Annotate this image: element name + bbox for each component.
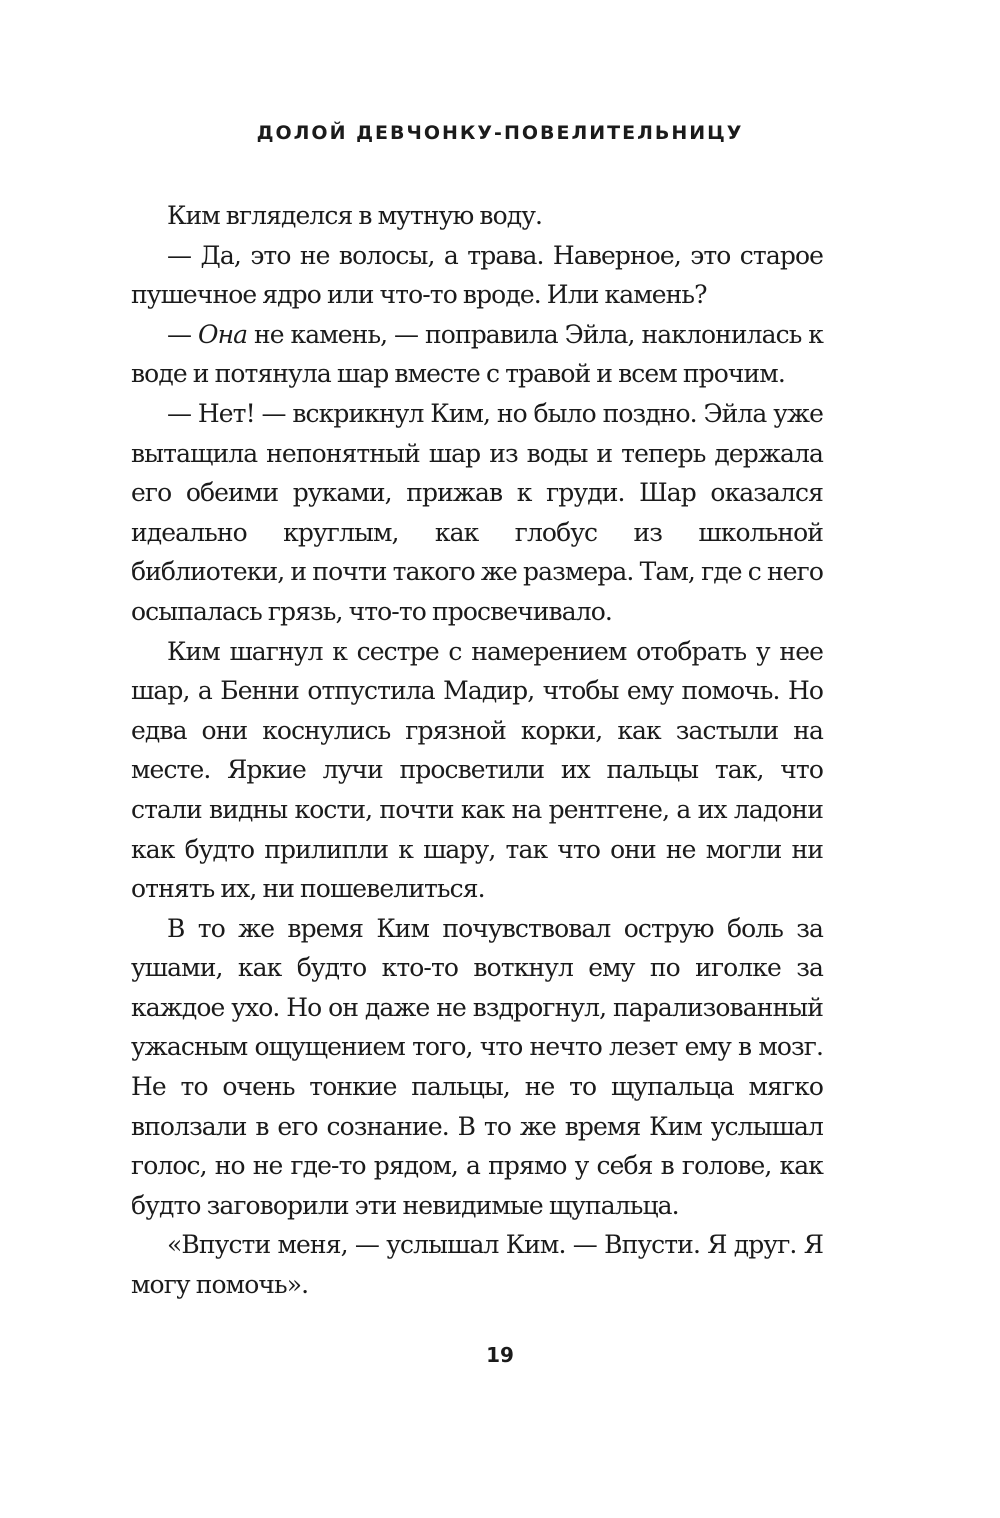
- paragraph: «Впусти меня, — услышал Ким. — Впусти. Я друг. Я могу помочь».: [131, 1230, 823, 1300]
- emphasized-word: Она: [197, 319, 248, 349]
- paragraph: В то же время Ким почувствовал острую боль за ушами, как будто кто-то воткнул ему по иголке за каждое ухо. Но он даже не вздрогнул, парализованный ужасным ощущением того, что нечто лезет ему в мозг. Не то очень тонкие пальцы, не то щупальца мягко вползали в его сознание. В то же время Ким услышал голос, но не где-то рядом, а прямо у себя в голове, как будто заговорили эти невидимые щупальца.: [131, 913, 823, 1220]
- paragraph: — Нет! — вскрикнул Ким, но было поздно. Эйла уже вытащила непонятный шар из воды и теперь держала его обеими руками, прижав к груди. Шар оказался идеально круглым, как глобус из школьной библиотеки, и почти такого же размера. Там, где с него осыпалась грязь, что-то просвечивало.: [131, 398, 823, 626]
- paragraph: [131, 315, 823, 394]
- page-number: 19: [486, 1343, 514, 1367]
- body-text: [131, 196, 823, 1305]
- paragraph: — Да, это не волосы, а трава. Наверное, это старое пушечное ядро или что-то вроде. Или камень?: [131, 240, 823, 310]
- paragraph: Ким вгляделся в мутную воду.: [167, 201, 543, 230]
- paragraph-lead: —: [167, 319, 198, 349]
- running-head: ДОЛОЙ ДЕВЧОНКУ-ПОВЕЛИТЕЛЬНИЦУ: [256, 122, 744, 144]
- paragraph: Ким шагнул к сестре с намерением отобрать у нее шар, а Бенни отпустила Мадир, чтобы ему помочь. Но едва они коснулись грязной корки, как застыли на месте. Яркие лучи просветили их пальцы так, что стали видны кости, почти как на рентгене, а их ладони как будто прилипли к шару, так что они не могли ни отнять их, ни пошевелиться.: [131, 636, 823, 904]
- paragraph-rest: не камень, — поправила Эйла, наклонилась к воде и потянула шар вместе с травой и всем прочим.: [131, 319, 823, 389]
